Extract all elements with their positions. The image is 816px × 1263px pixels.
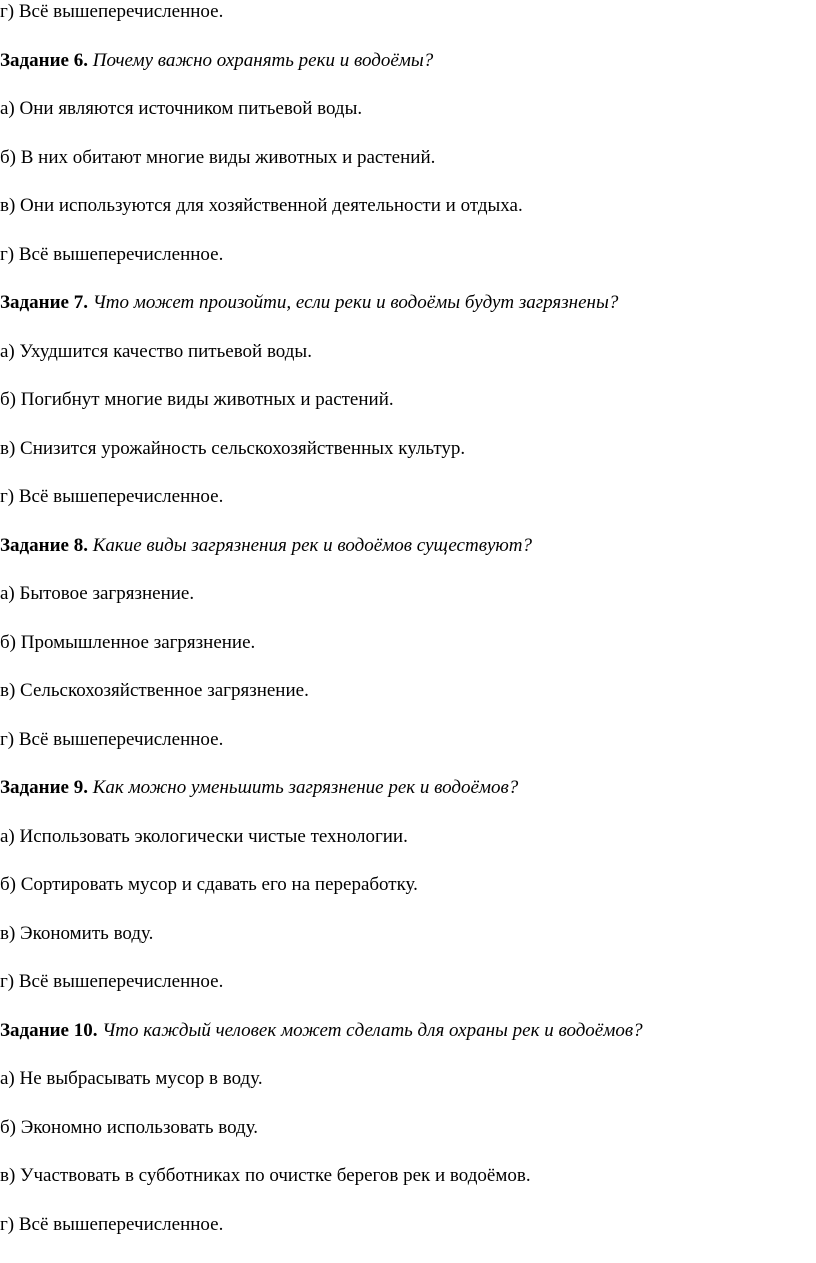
task-heading xyxy=(0,37,643,86)
option: г) Всё вышеперечисленное. xyxy=(0,1213,224,1235)
option: а) Не выбрасывать мусор в воду. xyxy=(0,1068,263,1089)
task-title: Задание 7. xyxy=(0,292,88,313)
task-title: Задание 8. xyxy=(0,534,88,556)
option: в) Они используются для хозяйственной деятельности и отдыха. xyxy=(0,195,523,216)
option: а) Ухудшится качество питьевой воды. xyxy=(0,340,312,362)
option: г) Всё вышеперечисленное. xyxy=(0,728,224,750)
task-question: Какие виды загрязнения рек и водоёмов существуют? xyxy=(92,534,532,556)
option: в) Снизится урожайность сельскохозяйственных культур. xyxy=(0,437,466,459)
option: а) Использовать экологически чистые технологии. xyxy=(0,825,408,847)
option: б) Погибнут многие виды животных и растений. xyxy=(0,389,394,410)
task-title: Задание 6. xyxy=(0,49,88,71)
task-heading xyxy=(0,522,643,571)
task-question: Что может произойти, если реки и водоёмы будут загрязнены? xyxy=(92,292,619,313)
option: г) Всё вышеперечисленное. xyxy=(0,971,224,992)
option: б) Сортировать мусор и сдавать его на переработку. xyxy=(0,874,418,895)
option: г) Всё вышеперечисленное. xyxy=(0,1,224,22)
option: в) Участвовать в субботниках по очистке берегов рек и водоёмов. xyxy=(0,1165,531,1186)
task-title: Задание 9. xyxy=(0,777,88,798)
option: в) Экономить воду. xyxy=(0,922,154,944)
task-question: Как можно уменьшить загрязнение рек и водоёмов? xyxy=(92,777,519,798)
option: б) В них обитают многие виды животных и растений. xyxy=(0,146,436,168)
task-question: Что каждый человек может сделать для охраны рек и водоёмов? xyxy=(102,1019,643,1041)
option: г) Всё вышеперечисленное. xyxy=(0,486,224,507)
option: б) Экономно использовать воду. xyxy=(0,1116,259,1138)
task-question: Почему важно охранять реки и водоёмы? xyxy=(92,49,434,71)
option: а) Они являются источником питьевой воды. xyxy=(0,98,363,119)
option: в) Сельскохозяйственное загрязнение. xyxy=(0,680,309,701)
task-title: Задание 10. xyxy=(0,1019,98,1041)
option: г) Всё вышеперечисленное. xyxy=(0,243,224,265)
option: а) Бытовое загрязнение. xyxy=(0,583,195,604)
task-heading xyxy=(0,764,643,813)
task-heading xyxy=(0,279,643,328)
option: б) Промышленное загрязнение. xyxy=(0,631,256,653)
task-heading xyxy=(0,1007,643,1056)
